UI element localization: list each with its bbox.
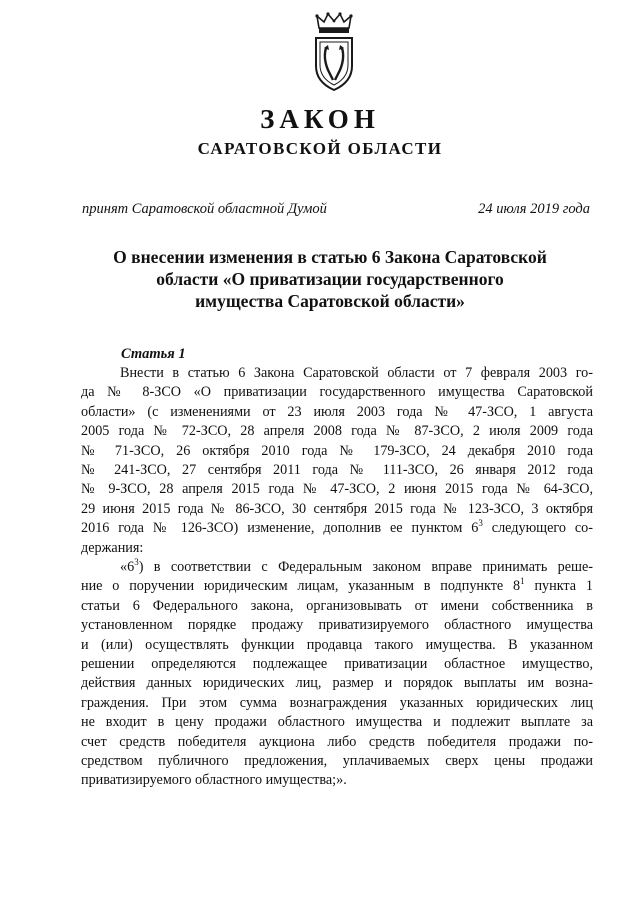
paragraph-line: граждения. При этом сумма вознаграждения указанных юридических лиц (81, 694, 593, 711)
paragraph-line: счет средств победителя аукциона либо средств победителя продажи по- (81, 733, 593, 750)
line-text: ние о поручении юридическим лицам, указанным в подпункте 8 (81, 578, 521, 595)
law-region-subtitle: САРАТОВСКОЙ ОБЛАСТИ (197, 139, 443, 158)
paragraph-line: и (или) осуществлять функции продавца такого имущества. В указанном (81, 636, 593, 653)
paragraph-line: не входит в цену продажи областного имущества и подлежит выплате за (81, 714, 593, 731)
paragraph-line (81, 519, 593, 538)
superscript: 3 (478, 518, 483, 529)
article-paragraph-1 (81, 364, 593, 558)
paragraph-line (81, 577, 593, 596)
law-title: ЗАКОН (260, 104, 380, 134)
paragraph-line: установленном порядке продажу приватизируемого областного имущества (81, 617, 593, 634)
line-text: пункта 1 (524, 578, 594, 595)
paragraph-line: 29 июня 2015 года № 86-ЗСО, 30 сентября 2015 года № 123-ЗСО, 3 октября (81, 500, 593, 517)
paragraph-line: решении определяются подлежащее приватизации областное имущество, (81, 656, 593, 673)
document-heading (60, 246, 600, 312)
paragraph-line: области» (с изменениями от 23 июля 2003 года № 47-ЗСО, 1 августа (81, 403, 593, 420)
paragraph-line: № 241-ЗСО, 27 сентября 2011 года № 111-ЗСО, 26 января 2012 года (81, 462, 593, 479)
line-text: «6 (120, 559, 135, 575)
heading-line: О внесении изменения в статью 6 Закона Саратовской (113, 247, 547, 267)
paragraph-line: средством публичного предложения, уплачиваемых сверх цены продажи (81, 753, 593, 770)
adoption-date: 24 июля 2019 года (478, 201, 590, 217)
line-text: ) в соответствии с Федеральным законом вправе принимать реше- (138, 559, 593, 575)
paragraph-line: Внести в статью 6 Закона Саратовской области от 7 февраля 2003 го- (120, 365, 593, 381)
paragraph-line: да № 8-ЗСО «О приватизации государственного имущества Саратовской (81, 384, 593, 401)
article-paragraph-2 (81, 558, 593, 791)
paragraph-line: держания: (81, 539, 144, 556)
paragraph-line: действия данных юридических лиц, размер и порядок выплаты им возна- (81, 675, 593, 692)
paragraph-line: № 71-ЗСО, 26 октября 2010 года № 179-ЗСО, 24 декабря 2010 года (81, 442, 593, 459)
line-text: следующего со- (482, 520, 594, 537)
line-text: 2016 года № 126-ЗСО) изменение, дополнив ее пунктом 6 (81, 520, 479, 537)
article-label: Статья 1 (121, 346, 186, 362)
paragraph-line (81, 558, 593, 577)
superscript: 1 (520, 576, 525, 587)
paragraph-line: статьи 6 Федерального закона, организовывать от имени собственника в (81, 597, 593, 614)
paragraph-line: № 9-ЗСО, 28 апреля 2015 года № 47-ЗСО, 2 июня 2015 года № 64-ЗСО, (81, 481, 593, 498)
adopted-by-text: принят Саратовской областной Думой (82, 201, 327, 217)
heading-line: имущества Саратовской области» (195, 291, 465, 311)
paragraph-line: приватизируемого областного имущества;». (81, 772, 347, 789)
heading-line: области «О приватизации государственного (156, 269, 504, 289)
paragraph-line: 2005 года № 72-ЗСО, 28 апреля 2008 года № 87-ЗСО, 2 июля 2009 года (81, 423, 593, 440)
coat-of-arms-icon (311, 12, 357, 92)
superscript: 3 (134, 557, 139, 567)
